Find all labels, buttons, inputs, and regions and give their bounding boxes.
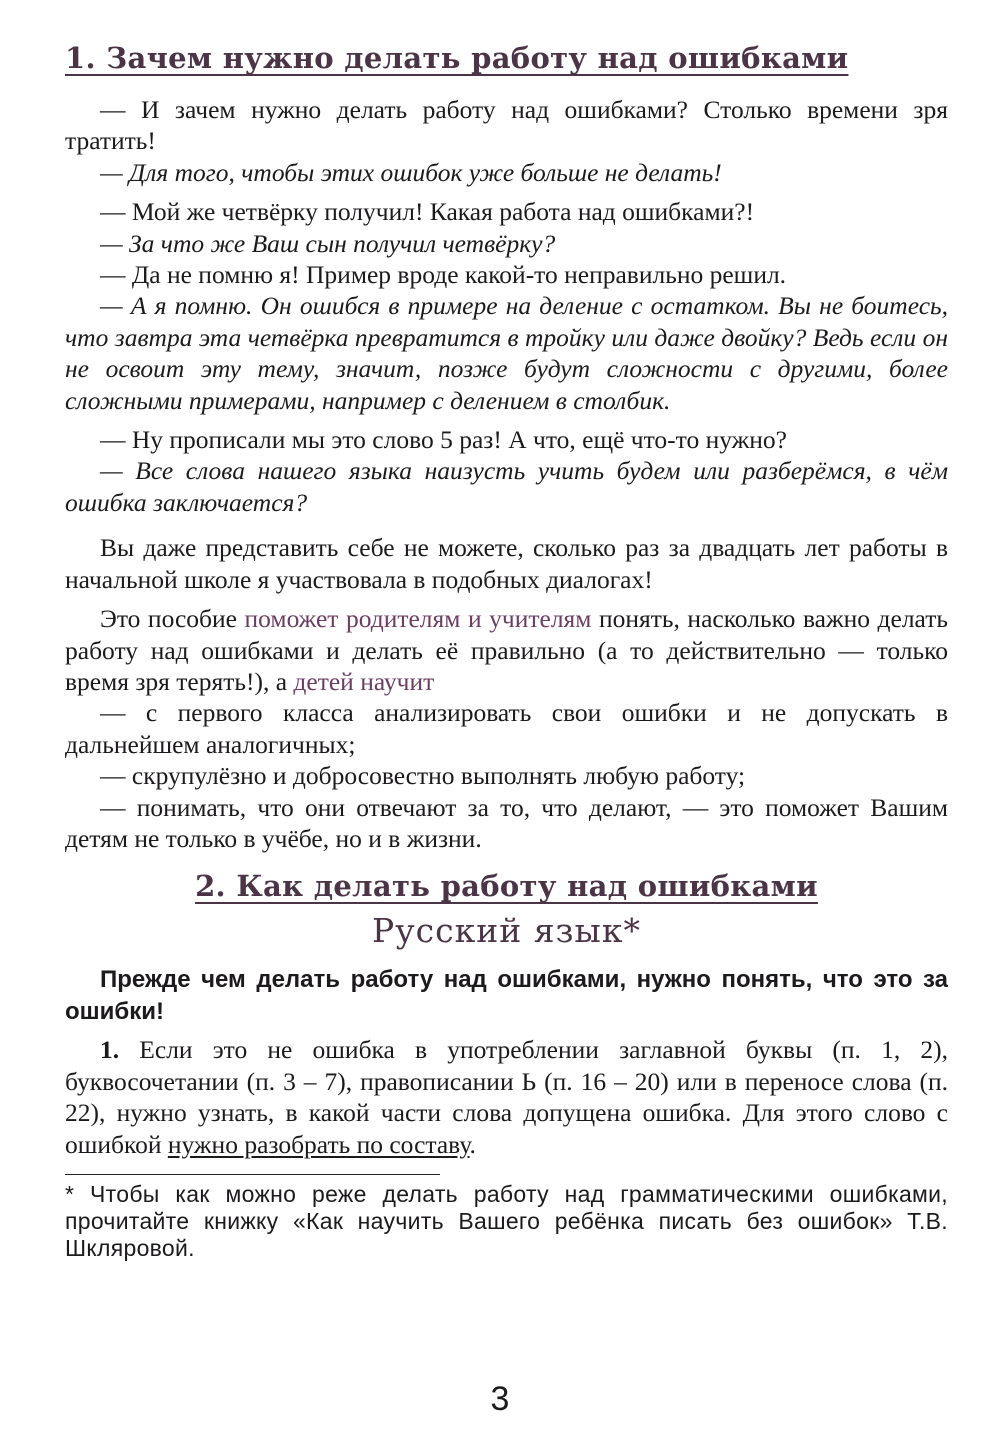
text-span: понять, насколько важно делать работу над ошибками и делать её правильно (а то действительно — только время зря терять!), а — [65, 604, 948, 696]
dialog-line: — Мой же четвёрку получил! Какая работа над ошибками?! — [100, 197, 755, 227]
bold-instruction: Прежде чем делать работу над ошибками, нужно понять, что это за ошибки! — [65, 966, 948, 1026]
page-content — [65, 38, 948, 1262]
page-number: 3 — [490, 1380, 510, 1418]
paragraph-manual-purpose — [65, 603, 948, 697]
footnote-divider — [65, 1174, 440, 1175]
bullet-item: — с первого класса анализировать свои ошибки и не допускать в дальнейшем аналогичных; — [65, 698, 948, 759]
bullet-item: — понимать, что они отвечают за то, что делают, — это поможет Вашим детям не только в учёбе, но и в жизни. — [65, 792, 948, 853]
footnote: * Чтобы как можно реже делать работу над грамматическими ошибками, прочитайте книжку «Как научить Вашего ребёнка писать без ошибок» Т.В. Шкляровой. — [65, 1180, 948, 1261]
dialog-line-italic: — А я помню. Он ошибся в примере на деление с остатком. Вы не боитесь, что завтра эта четвёрка превратится в тройку или даже двойку? Ведь если он не освоит эту тему, значит, позже будут сложности с другими, более сложными примерами, например с делением в столбик. — [65, 291, 948, 415]
item-number: 1. — [100, 1035, 120, 1065]
dialog-block-2 — [65, 196, 948, 416]
accent-text-parents: поможет родителям и учителям — [244, 604, 592, 634]
section-1-heading: 1. Зачем нужно делать работу над ошибками — [65, 41, 849, 75]
section-2-heading: 2. Как делать работу над ошибками — [195, 869, 818, 904]
dialog-block-1 — [65, 94, 948, 188]
paragraph-dialogs-comment: Вы даже представить себе не можете, сколько раз за двадцать лет работы в начальной школе я участвовала в подобных диалогах! — [65, 533, 948, 594]
accent-text-children: детей научит — [293, 666, 435, 696]
dialog-block-3 — [65, 424, 948, 518]
numbered-item-1 — [65, 1034, 948, 1160]
dialog-line: — Ну прописали мы это слово 5 раз! А что, ещё что-то нужно? — [100, 425, 787, 455]
section-2-subtitle: Русский язык* — [372, 911, 641, 951]
dialog-line: — Да не помню я! Пример вроде какой-то неправильно решил. — [100, 260, 787, 290]
underlined-text: нужно разобрать по составу — [167, 1129, 470, 1159]
dialog-line-italic: — Все слова нашего языка наизусть учить будем или разберёмся, в чём ошибка заключается? — [65, 456, 948, 517]
text-span: . — [469, 1129, 476, 1159]
dialog-line-italic: — За что же Ваш сын получил четвёрку? — [100, 228, 556, 258]
dialog-line-italic: — Для того, чтобы этих ошибок уже больше не делать! — [100, 157, 722, 187]
bullet-item: — скрупулёзно и добросовестно выполнять любую работу; — [100, 761, 746, 791]
text-span: Если это не ошибка в употреблении заглавной буквы (п. 1, 2), буквосочетании (п. 3 – 7), правописании Ь (п. 16 – 20) или в переносе слова (п. 22), нужно узнать, в какой части слова допущена ошибка. Для этого слово с ошибкой — [65, 1035, 948, 1159]
dialog-line: — И зачем нужно делать работу над ошибками? Столько времени зря тратить! — [65, 95, 948, 156]
text-span: Это пособие — [100, 604, 245, 634]
